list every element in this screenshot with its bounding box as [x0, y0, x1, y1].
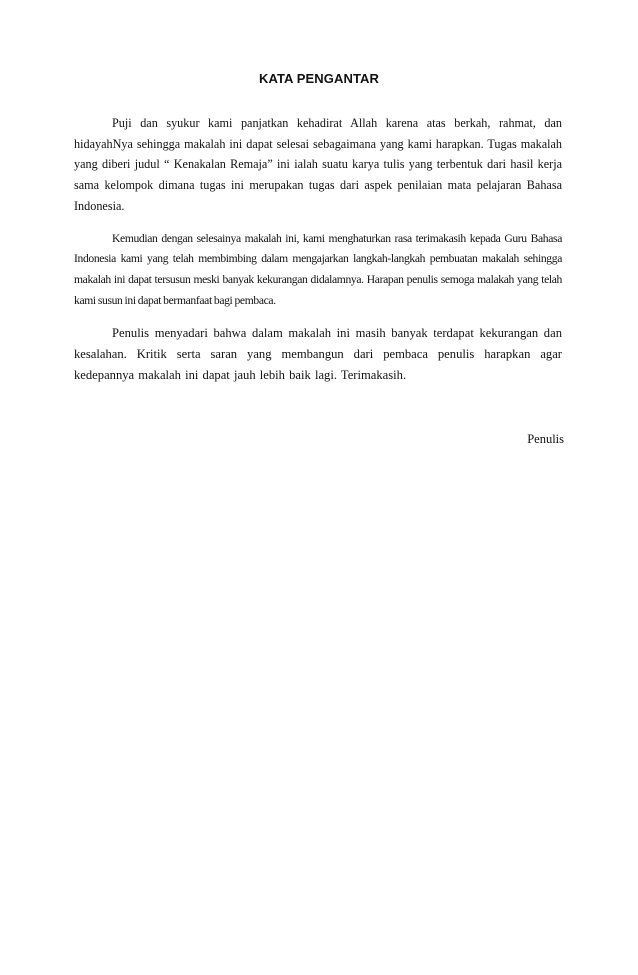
paragraph-1: Puji dan syukur kami panjatkan kehadirat Allah karena atas berkah, rahmat, dan hidayahNya sehingga makalah ini dapat selesai sebagaimana yang kami harapkan. Tugas makalah yang diberi judul “ Kenakalan Remaja” ini ialah suatu karya tulis yang terbentuk dari hasil kerja sama kelompok dimana tugas ini merupakan tugas dari aspek penilaian mata pelajaran Bahasa Indonesia. [74, 116, 562, 213]
paragraph-3: Penulis menyadari bahwa dalam makalah ini masih banyak terdapat kekurangan dan kesalahan. Kritik serta saran yang membangun dari pembaca penulis harapkan agar kedepannya makalah ini dapat jauh lebih baik lagi. Terimakasih. [74, 326, 562, 382]
paragraph-2: Kemudian dengan selesainya makalah ini, kami menghaturkan rasa terimakasih kepada Guru Bahasa Indonesia kami yang telah membimbing dalam mengajarkan langkah-langkah pembuatan makalah sehingga makalah ini dapat tersusun meski banyak kekurangan didalamnya. Harapan penulis semoga malakah yang telah kami susun ini dapat bermanfaat bagi pembaca. [74, 231, 562, 307]
page-title: KATA PENGANTAR [258, 71, 380, 86]
author-signature: Penulis [527, 432, 564, 446]
document-body [74, 113, 562, 397]
